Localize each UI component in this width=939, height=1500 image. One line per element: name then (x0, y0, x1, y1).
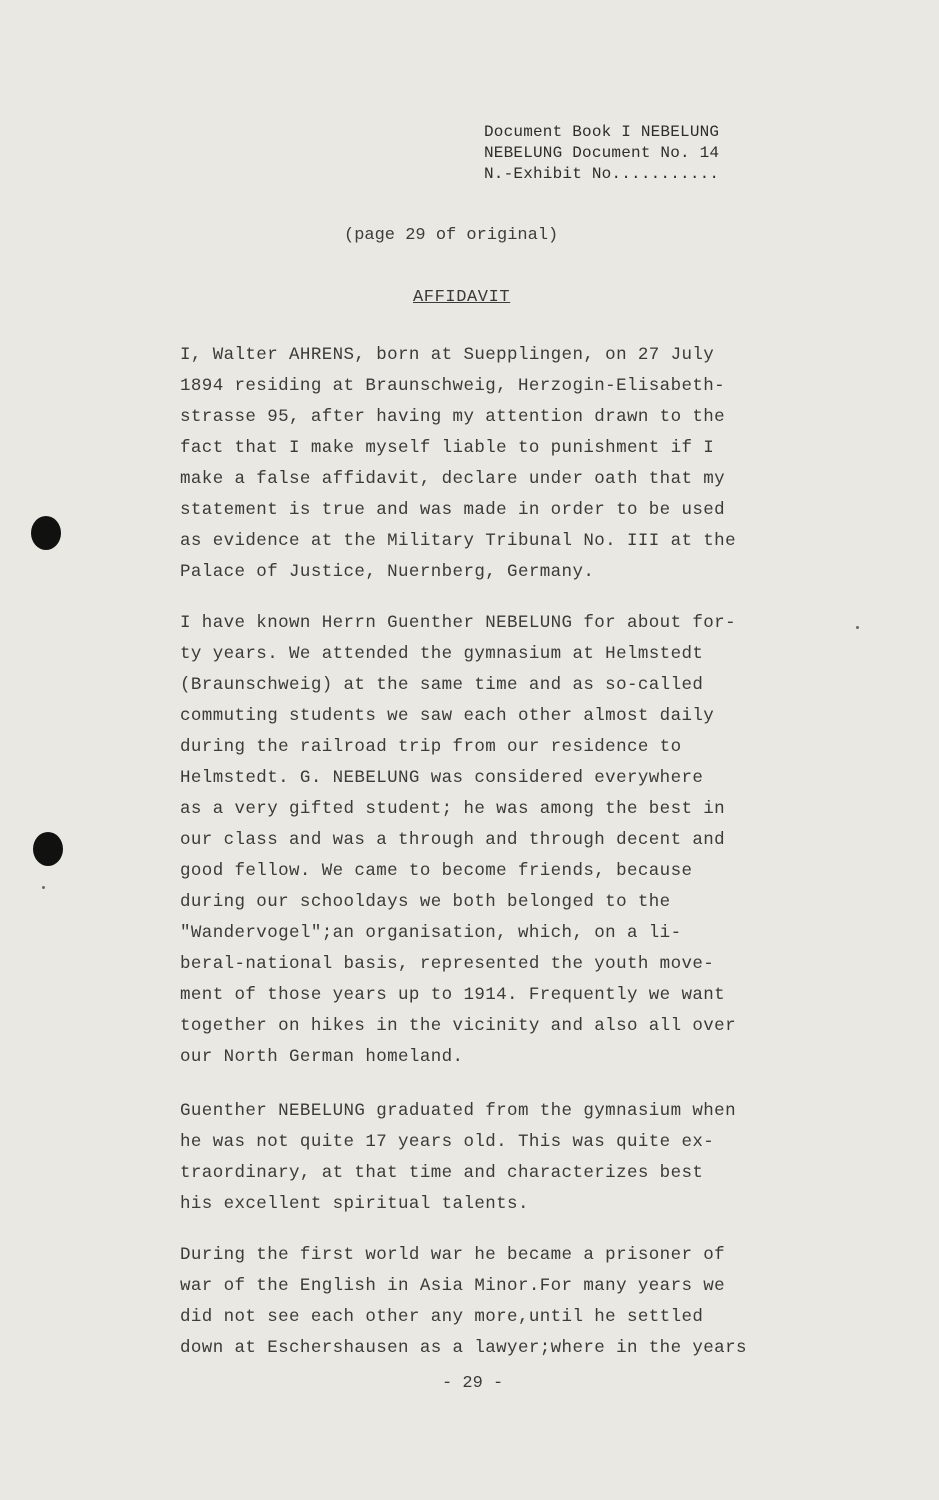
text-line: Guenther NEBELUNG graduated from the gymnasium when (180, 1101, 736, 1121)
text-line: commuting students we saw each other almost daily (180, 706, 715, 726)
document-title: AFFIDAVIT (413, 288, 511, 307)
paper-speck (856, 626, 859, 629)
text-line: make a false affidavit, declare under oath that my (180, 469, 726, 489)
text-line: during the railroad trip from our residence to (180, 737, 682, 757)
header-exhibit-number: N.-Exhibit No........... (484, 165, 720, 183)
text-line: war of the English in Asia Minor.For many years we (180, 1276, 726, 1296)
text-line: I have known Herrn Guenther NEBELUNG for about for- (180, 613, 736, 633)
header-book-line: Document Book I NEBELUNG (484, 123, 720, 141)
text-line: did not see each other any more,until he settled (180, 1307, 704, 1327)
page-number: - 29 - (442, 1374, 504, 1393)
text-line: good fellow. We came to become friends, because (180, 861, 693, 881)
text-line: Helmstedt. G. NEBELUNG was considered everywhere (180, 768, 704, 788)
header-document-number: NEBELUNG Document No. 14 (484, 144, 720, 162)
text-line: traordinary, at that time and characterizes best (180, 1163, 704, 1183)
paragraph (180, 1096, 820, 1220)
text-line: our class and was a through and through decent and (180, 830, 726, 850)
text-line: Palace of Justice, Nuernberg, Germany. (180, 562, 595, 582)
paragraph (180, 340, 820, 588)
punch-hole (31, 516, 61, 550)
text-line: together on hikes in the vicinity and also all over (180, 1016, 736, 1036)
text-line: fact that I make myself liable to punishment if I (180, 438, 715, 458)
text-line: during our schooldays we both belonged to the (180, 892, 671, 912)
text-line: ty years. We attended the gymnasium at Helmstedt (180, 644, 704, 664)
punch-hole (33, 832, 63, 866)
text-line: 1894 residing at Braunschweig, Herzogin-Elisabeth- (180, 376, 726, 396)
text-line: I, Walter AHRENS, born at Suepplingen, on 27 July (180, 345, 715, 365)
text-line: down at Eschershausen as a lawyer;where in the years (180, 1338, 747, 1358)
text-line: (Braunschweig) at the same time and as so-called (180, 675, 704, 695)
document-header (484, 122, 784, 185)
paragraph (180, 1240, 820, 1364)
page-reference: (page 29 of original) (344, 226, 559, 245)
text-line: beral-national basis, represented the youth move- (180, 954, 715, 974)
text-line: as a very gifted student; he was among the best in (180, 799, 726, 819)
text-line: During the first world war he became a prisoner of (180, 1245, 726, 1265)
text-line: our North German homeland. (180, 1047, 464, 1067)
text-line: strasse 95, after having my attention drawn to the (180, 407, 726, 427)
text-line: ment of those years up to 1914. Frequently we want (180, 985, 726, 1005)
paragraph (180, 608, 820, 1073)
text-line: as evidence at the Military Tribunal No. III at the (180, 531, 736, 551)
text-line: statement is true and was made in order to be used (180, 500, 726, 520)
text-line: his excellent spiritual talents. (180, 1194, 529, 1214)
text-line: he was not quite 17 years old. This was quite ex- (180, 1132, 715, 1152)
paper-speck (42, 886, 45, 889)
text-line: "Wandervogel";an organisation, which, on a li- (180, 923, 682, 943)
